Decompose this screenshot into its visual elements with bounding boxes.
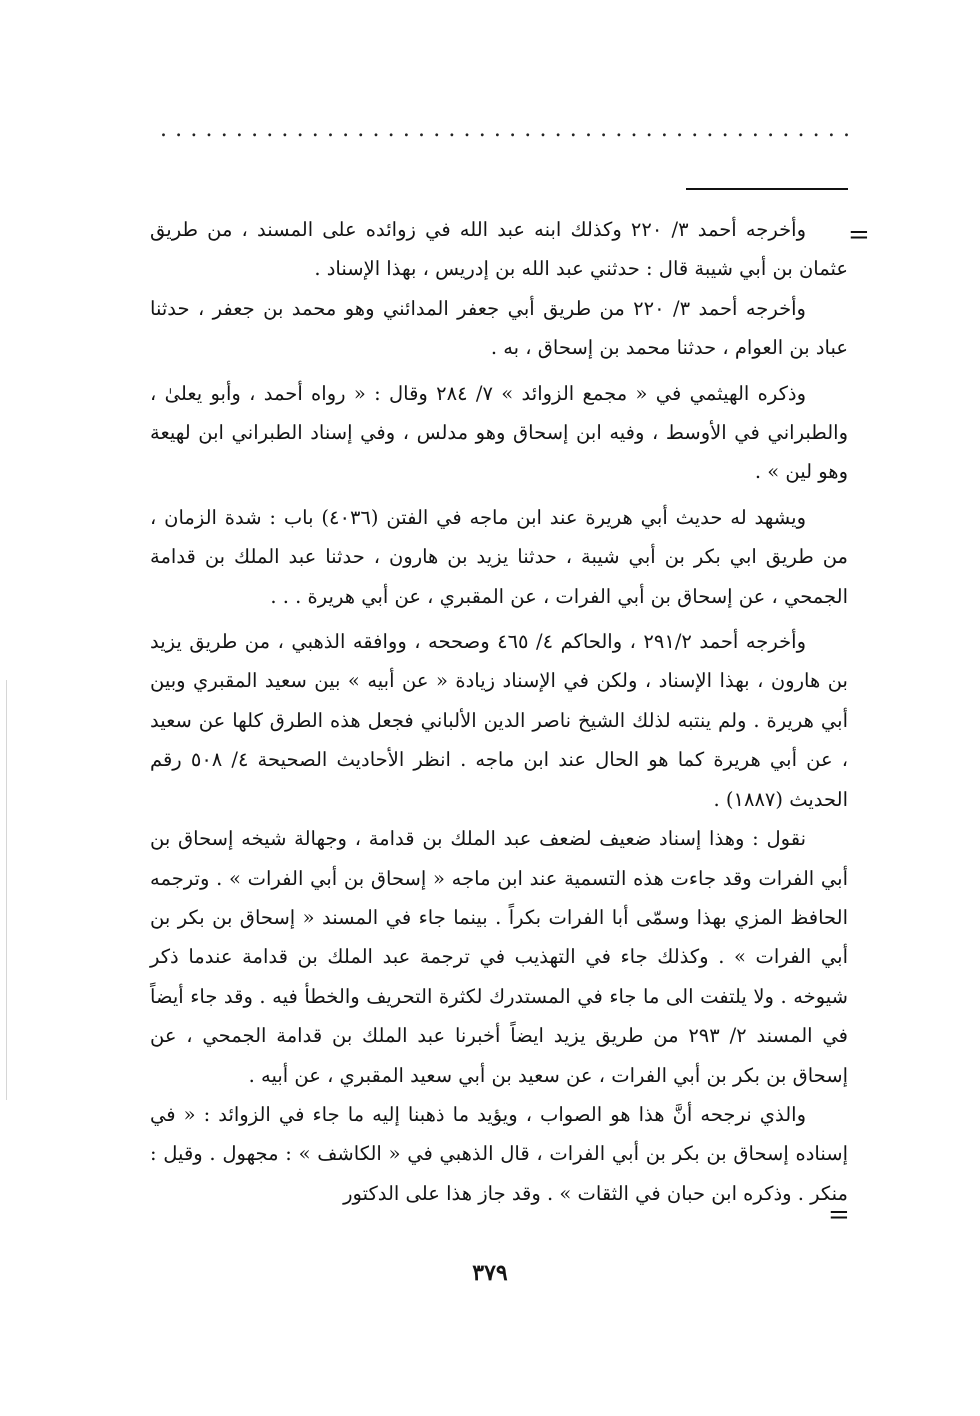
paragraph: والذي نرجحه أنَّ هذا هو الصواب ، ويؤيد ما ذهبنا إليه ما جاء في الزوائد : « في إسناده إسحاق بن بكر بن أبي الفرات ، قال الذهبي في « الكاشف » : مجهول . وقيل : منكر . وذكره ابن حبان في الثقات » . وقد جاز هذا على الدكتور <box>150 1102 848 1205</box>
header-dotted-separator: . . . . . . . . . . . . . . . . . . . . . . . . . . . . . . . . . . . . . . . . . . . . . . <box>160 120 850 140</box>
paragraph: وذكره الهيثمي في « مجمع الزوائد » ٧/ ٢٨٤ وقال : « رواه أحمد ، وأبو يعلىٰ ، والطبراني في الأوسط ، وفيه ابن إسحاق وهو مدلس ، وفي إسناد الطبراني ابن لهيعة وهو لين » . <box>150 381 848 484</box>
scan-edge-line <box>6 680 7 1100</box>
paragraph: وأخرجه أحمد ٣/ ٢٢٠ من طريق أبي جعفر المدائني وهو محمد بن جعفر ، حدثنا عباد بن العوام ، حدثنا محمد بن إسحاق ، به . <box>150 296 848 360</box>
continuation-mark-top: = <box>848 220 870 250</box>
footnote-body <box>150 210 848 1213</box>
paragraph: وأخرجه أحمد ٢٩١/٢ ، والحاكم ٤/ ٤٦٥ وصححه ، ووافقه الذهبي ، من طريق يزيد بن هارون ، بهذا الإسناد ، ولكن في الإسناد زيادة « عن أبيه » بين سعيد المقبري وبين أبي هريرة . ولم ينتبه لذلك الشيخ ناصر الدين الألباني فجعل هذه الطرق كلها عن سعيد ، عن أبي هريرة كما هو الحال عند ابن ماجه . انظر الأحاديث الصحيحة ٤/ ٥٠٨ رقم الحديث (١٨٨٧) . <box>150 630 848 811</box>
continuation-mark-bottom: = <box>828 1200 850 1230</box>
footnote-rule <box>686 188 848 190</box>
paragraph: نقول : وهذا إسناد ضعيف لضعف عبد الملك بن قدامة ، وجهالة شيخه إسحاق بن أبي الفرات وقد جاءت هذه التسمية عند ابن ماجه « إسحاق بن أبي الفرات » . وترجمه الحافظ المزي بهذا وسمّى أبا الفرات بكراً . بينما جاء في المسند « إسحاق بن بكر بن أبي الفرات » . وكذلك جاء في التهذيب في ترجمة عبد الملك بن قدامة عندما ذكر شيوخه . ولا يلتفت الى ما جاء في المستدرك لكثرة التحريف والخطأ فيه . وقد جاء أيضاً في المسند ٢/ ٢٩٣ من طريق يزيد ايضاً أخبرنا عبد الملك بن قدامة الجمحي ، عن إسحاق بن بكر بن أبي الفرات ، عن سعيد بن أبي سعيد المقبري ، عن أبيه . <box>150 827 848 1087</box>
paragraph: ويشهد له حديث أبي هريرة عند ابن ماجه في الفتن (٤٠٣٦) باب : شدة الزمان ، من طريق ابي بكر بن أبي شيبة ، حدثنا يزيد بن هارون ، حدثنا عبد الملك بن قدامة الجمحي ، عن إسحاق بن أبي الفرات ، عن المقبري ، عن أبي هريرة . . . <box>150 505 848 608</box>
page-number: ٣٧٩ <box>472 1260 508 1286</box>
paragraph: وأخرجه أحمد ٣/ ٢٢٠ وكذلك ابنه عبد الله في زوائده على المسند ، من طريق عثمان بن أبي شيبة قال : حدثني عبد الله بن إدريس ، بهذا الإسناد . <box>150 218 848 281</box>
